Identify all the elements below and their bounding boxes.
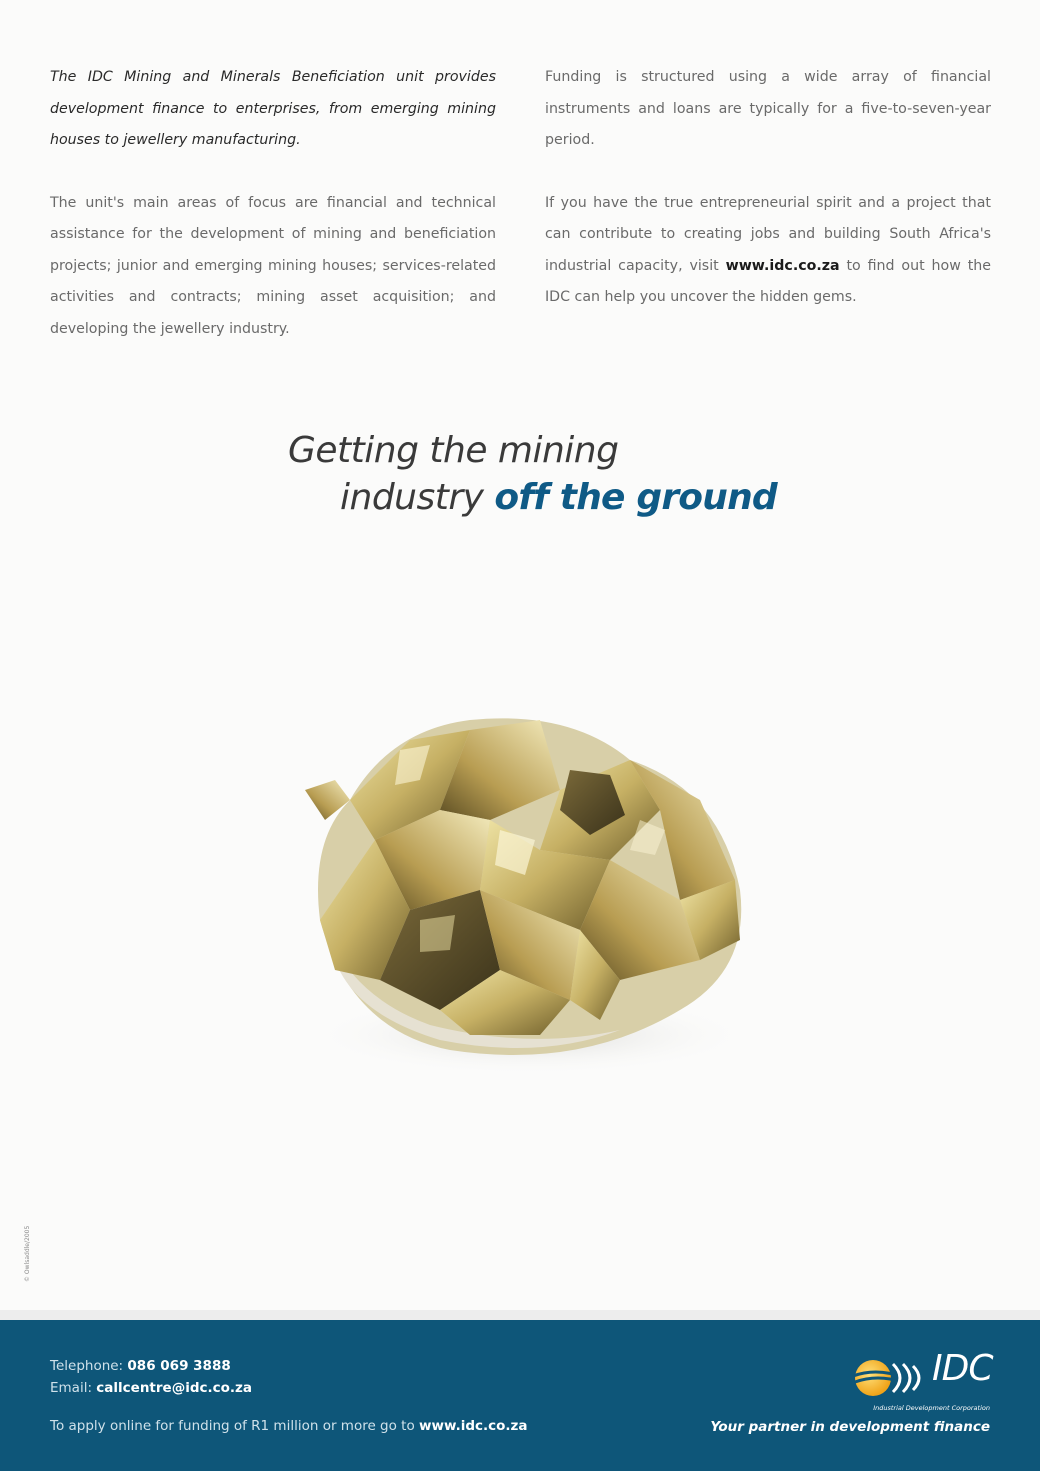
entrepreneur-text-start: If you have the true entrepreneurial spirit and a project that can contribute to creating jobs and building South Africa's industrial capacity, visit (545, 194, 991, 274)
email-label: Email: (50, 1380, 97, 1396)
entrepreneur-paragraph (545, 188, 991, 314)
apply-text: To apply online for funding of R1 million or more go to (50, 1418, 420, 1434)
entrepreneur-text-end: to find out how the IDC can help you uncover the hidden gems. (545, 257, 991, 305)
apply-link[interactable]: www.idc.co.za (419, 1418, 528, 1434)
tagline: Your partner in development finance (710, 1419, 990, 1435)
side-copyright (12, 1210, 31, 1282)
contact-block (50, 1355, 252, 1399)
funding-paragraph: Funding is structured using a wide array of financial instruments and loans are typically for a five-to-seven-year period. (545, 69, 991, 148)
idc-logo-text: IDC (932, 1348, 993, 1389)
footer-band (0, 1320, 1040, 1471)
footer-divider (0, 1310, 1040, 1320)
intro-paragraph: The IDC Mining and Minerals Beneficiation unit provides development finance to enterprises, from emerging mining houses to jewellery manufacturing. (50, 69, 496, 148)
pyrite-mineral-image (280, 690, 760, 1090)
email-address[interactable]: callcentre@idc.co.za (96, 1380, 252, 1396)
website-link[interactable]: www.idc.co.za (725, 257, 840, 274)
telephone-number[interactable]: 086 069 3888 (127, 1358, 231, 1374)
left-text-column (50, 62, 496, 345)
telephone-label: Telephone: (50, 1358, 128, 1374)
idc-logo-subtitle: Industrial Development Corporation (873, 1404, 990, 1412)
right-text-column (545, 62, 991, 314)
email-line (50, 1377, 252, 1399)
side-copyright-text: © Owlsaddle/2005 (24, 1225, 31, 1282)
apply-line (50, 1418, 528, 1434)
focus-paragraph: The unit's main areas of focus are financial and technical assistance for the development of mining and beneficiation projects; junior and emerging mining houses; services-related activities and contracts; mining asset acquisition; and developing the jewellery industry. (50, 194, 496, 337)
headline-line-1: Getting the mining (288, 430, 619, 471)
headline-line-2 (340, 477, 777, 518)
telephone-line (50, 1355, 252, 1377)
headline-plain: industry (340, 477, 495, 518)
headline-accent: off the ground (494, 477, 777, 518)
